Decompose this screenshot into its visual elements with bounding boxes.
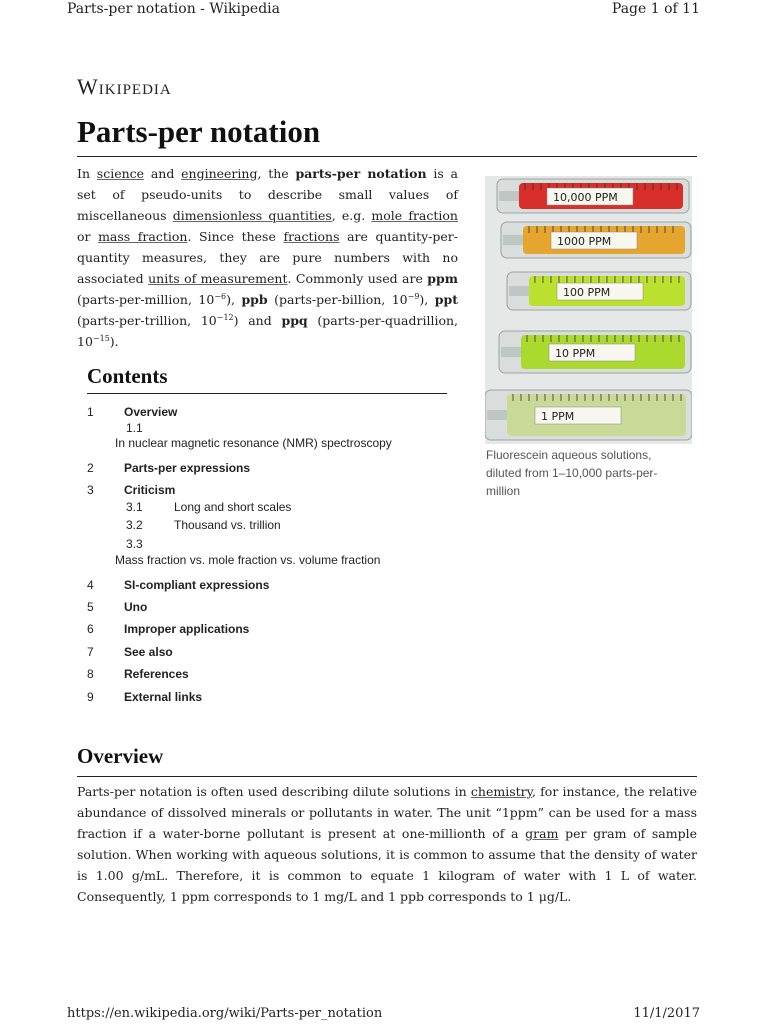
term-ppt: ppt <box>434 292 458 307</box>
intro-paragraph <box>77 163 458 352</box>
intro-text: or <box>77 229 99 244</box>
intro-text: . Commonly used are <box>287 271 428 286</box>
intro-text: , the <box>257 166 296 181</box>
toc-number: 6 <box>87 622 94 636</box>
syringes-illustration <box>485 176 692 444</box>
toc-subnumber: 3.3 <box>126 537 143 551</box>
intro-text: In <box>77 166 97 181</box>
toc-subnumber: 3.1 <box>126 500 143 514</box>
syringe-tip <box>503 235 523 245</box>
print-header-title: Parts-per notation - Wikipedia <box>67 1 280 17</box>
intro-text: ), <box>226 292 242 307</box>
section-divider <box>77 776 697 777</box>
overview-paragraph <box>77 781 697 907</box>
print-footer-date: 11/1/2017 <box>633 1006 700 1021</box>
syringe-label-text: 1 PPM <box>541 410 575 423</box>
link-engineering[interactable]: engineering <box>181 166 258 181</box>
syringe-label-text: 10,000 PPM <box>553 191 618 204</box>
print-footer-url[interactable]: https://en.wikipedia.org/wiki/Parts-per_notation <box>67 1006 383 1021</box>
print-page-number: Page 1 of 11 <box>611 1 700 17</box>
intro-text: , e.g. <box>331 208 372 223</box>
syringe-tip <box>501 347 521 357</box>
toc-item-si-compliant-expressions[interactable]: SI-compliant expressions <box>124 578 270 592</box>
toc-item-see-also[interactable]: See also <box>124 645 173 659</box>
toc-subitem[interactable]: Thousand vs. trillion <box>174 518 281 532</box>
syringe-label-text: 100 PPM <box>563 286 611 299</box>
intro-text: (parts-per-billion, 10 <box>267 292 408 307</box>
wikipedia-logo[interactable]: Wikipedia <box>77 74 172 99</box>
toc-item-overview[interactable]: Overview <box>124 405 178 419</box>
toc-number: 5 <box>87 600 94 614</box>
term-ppm: ppm <box>427 271 458 286</box>
intro-text: are quantity-per-quantity measures, they are pure numbers with no associated <box>77 229 458 286</box>
toc-number: 2 <box>87 461 94 475</box>
toc-number: 8 <box>87 667 94 681</box>
exponent: −6 <box>214 291 227 301</box>
toc-number: 1 <box>87 405 94 419</box>
link-science[interactable]: science <box>96 166 145 181</box>
print-header <box>67 1 700 21</box>
toc-item-criticism[interactable]: Criticism <box>124 483 176 497</box>
toc-item-improper-applications[interactable]: Improper applications <box>124 622 250 636</box>
intro-text: ). <box>109 334 119 349</box>
toc-subitem[interactable]: Mass fraction vs. mole fraction vs. volume fraction <box>115 553 381 567</box>
syringe-label-text: 1000 PPM <box>557 235 612 248</box>
exponent: −15 <box>92 333 110 343</box>
overview-text: , for instance, the relative abundance of dissolved minerals or pollutants in water. The unit “1ppm” can be used for a mass fraction if a water-borne pollutant is present at one-millionth of a <box>77 784 697 841</box>
intro-text: (parts-per-million, 10 <box>77 292 215 307</box>
intro-text: (parts-per-trillion, 10 <box>77 313 217 328</box>
syringes-photo[interactable] <box>485 176 692 444</box>
toc-subnumber: 1.1 <box>126 421 143 435</box>
intro-text: ) and <box>233 313 282 328</box>
link-gram[interactable]: gram <box>525 826 559 841</box>
link-dimensionless-quantities[interactable]: dimensionless quantities <box>172 208 332 223</box>
intro-text: . Since these <box>187 229 284 244</box>
intro-text: and <box>144 166 182 181</box>
exponent: −12 <box>216 312 234 322</box>
intro-text: is a set of pseudo-units to describe small values of miscellaneous <box>77 166 459 223</box>
toc-number: 7 <box>87 645 94 659</box>
figure-caption: Fluorescein aqueous solutions, diluted from 1–10,000 parts-per-million <box>486 448 658 498</box>
toc-divider <box>87 393 447 394</box>
syringe-tip <box>499 191 519 201</box>
toc-item-parts-per-expressions[interactable]: Parts-per expressions <box>124 461 251 475</box>
link-chemistry[interactable]: chemistry <box>470 784 533 799</box>
syringe-label-text: 10 PPM <box>555 347 596 360</box>
intro-text: (parts-per-quadrillion, 10 <box>77 313 458 349</box>
exponent: −9 <box>407 291 420 301</box>
syringe-tip <box>509 286 529 296</box>
link-units-of-measurement[interactable]: units of measurement <box>148 271 288 286</box>
toc-number: 3 <box>87 483 94 497</box>
overview-text: Parts-per notation is often used describing dilute solutions in <box>77 784 471 799</box>
syringe-tip <box>487 410 507 420</box>
toc-subnumber: 3.2 <box>126 518 143 532</box>
toc-item-external-links[interactable]: External links <box>124 690 203 704</box>
overview-text: per gram of sample solution. When working with aqueous solutions, it is common to assume that the density of water is 1.00 g/mL. Therefore, it is common to equate 1 kilogram of water with 1 L of water. Consequently, 1 ppm corresponds to 1 mg/L and 1 ppb corresponds to 1 μg/L. <box>77 826 697 904</box>
toc-title: Contents <box>87 364 168 388</box>
link-fractions[interactable]: fractions <box>283 229 340 244</box>
toc-subitem[interactable]: Long and short scales <box>174 500 292 514</box>
term-ppq: ppq <box>281 313 308 328</box>
toc-item-references[interactable]: References <box>124 667 189 681</box>
intro-text: ), <box>419 292 435 307</box>
print-footer <box>67 1006 700 1026</box>
toc-number: 4 <box>87 578 94 592</box>
toc-subitem[interactable]: In nuclear magnetic resonance (NMR) spectroscopy <box>115 436 392 450</box>
term-ppb: ppb <box>241 292 268 307</box>
toc-item-uno[interactable]: Uno <box>124 600 148 614</box>
page-title: Parts-per notation <box>77 114 321 149</box>
link-mass-fraction[interactable]: mass fraction <box>98 229 188 244</box>
link-mole-fraction[interactable]: mole fraction <box>371 208 458 223</box>
section-heading-overview: Overview <box>77 744 164 768</box>
toc-number: 9 <box>87 690 94 704</box>
intro-term: parts-per notation <box>295 166 427 181</box>
title-divider <box>77 156 697 157</box>
